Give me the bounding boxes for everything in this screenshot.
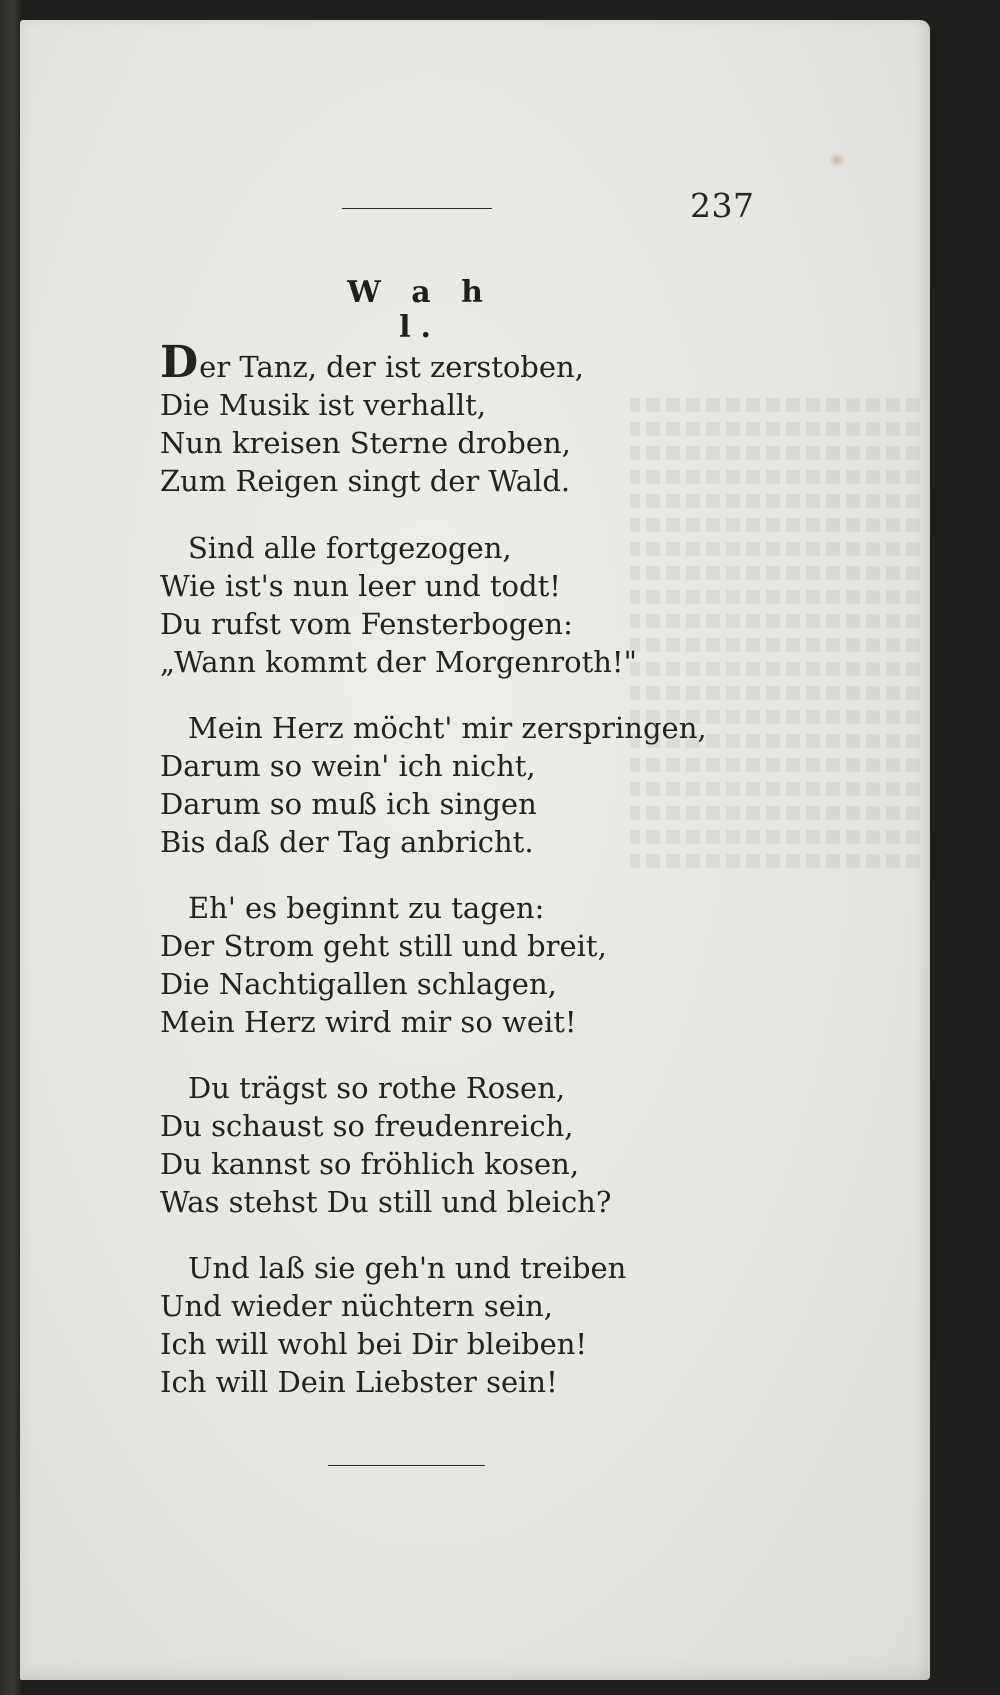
stanza	[160, 889, 720, 1041]
poem-line: Du rufst vom Fensterbogen:	[160, 607, 573, 641]
poem-line: Ich will wohl bei Dir bleiben!	[160, 1327, 588, 1361]
poem-line: Darum so muß ich singen	[160, 787, 537, 821]
stanza	[160, 337, 720, 500]
page-number: 237	[690, 186, 755, 225]
header-rule	[342, 208, 492, 209]
poem-line: Was stehst Du still und bleich?	[160, 1185, 612, 1219]
poem-line: Sind alle fortgezogen,	[188, 531, 512, 565]
poem-line: Du kannst so fröhlich kosen,	[160, 1147, 580, 1181]
poem-line: Nun kreisen Sterne droben,	[160, 426, 571, 460]
poem-line: Mein Herz wird mir so weit!	[160, 1005, 577, 1039]
poem-line: „Wann kommt der Morgenroth!"	[160, 645, 637, 679]
poem-line: Mein Herz möcht' mir zerspringen,	[188, 711, 707, 745]
drop-cap: D	[160, 337, 199, 388]
poem-line-text: er Tanz, der ist zerstoben,	[199, 350, 584, 384]
poem-line: Du trägst so rothe Rosen,	[188, 1071, 566, 1105]
poem-title: W a h l.	[347, 275, 493, 345]
poem-line: Du schaust so freudenreich,	[160, 1109, 574, 1143]
poem-line: Darum so wein' ich nicht,	[160, 749, 536, 783]
stanza	[160, 1249, 720, 1401]
poem-line: Und wieder nüchtern sein,	[160, 1289, 554, 1323]
poem-line: Die Musik ist verhallt,	[160, 388, 487, 422]
poem-line: Der Strom geht still und breit,	[160, 929, 607, 963]
footer-rule	[328, 1465, 485, 1466]
poem-line: Wie ist's nun leer und todt!	[160, 569, 561, 603]
paper-stain	[828, 152, 846, 168]
poem-body	[160, 337, 720, 1429]
scan-margin	[0, 0, 22, 1695]
stanza	[160, 1069, 720, 1221]
poem-line: Bis daß der Tag anbricht.	[160, 825, 534, 859]
stanza	[160, 529, 720, 681]
poem-line: Ich will Dein Liebster sein!	[160, 1365, 558, 1399]
poem-line: Und laß sie geh'n und treiben	[188, 1251, 627, 1285]
poem-line: Die Nachtigallen schlagen,	[160, 967, 557, 1001]
stanza	[160, 709, 720, 861]
poem-line: Zum Reigen singt der Wald.	[160, 464, 571, 498]
poem-line: Eh' es beginnt zu tagen:	[188, 891, 545, 925]
poem-line	[160, 337, 720, 388]
